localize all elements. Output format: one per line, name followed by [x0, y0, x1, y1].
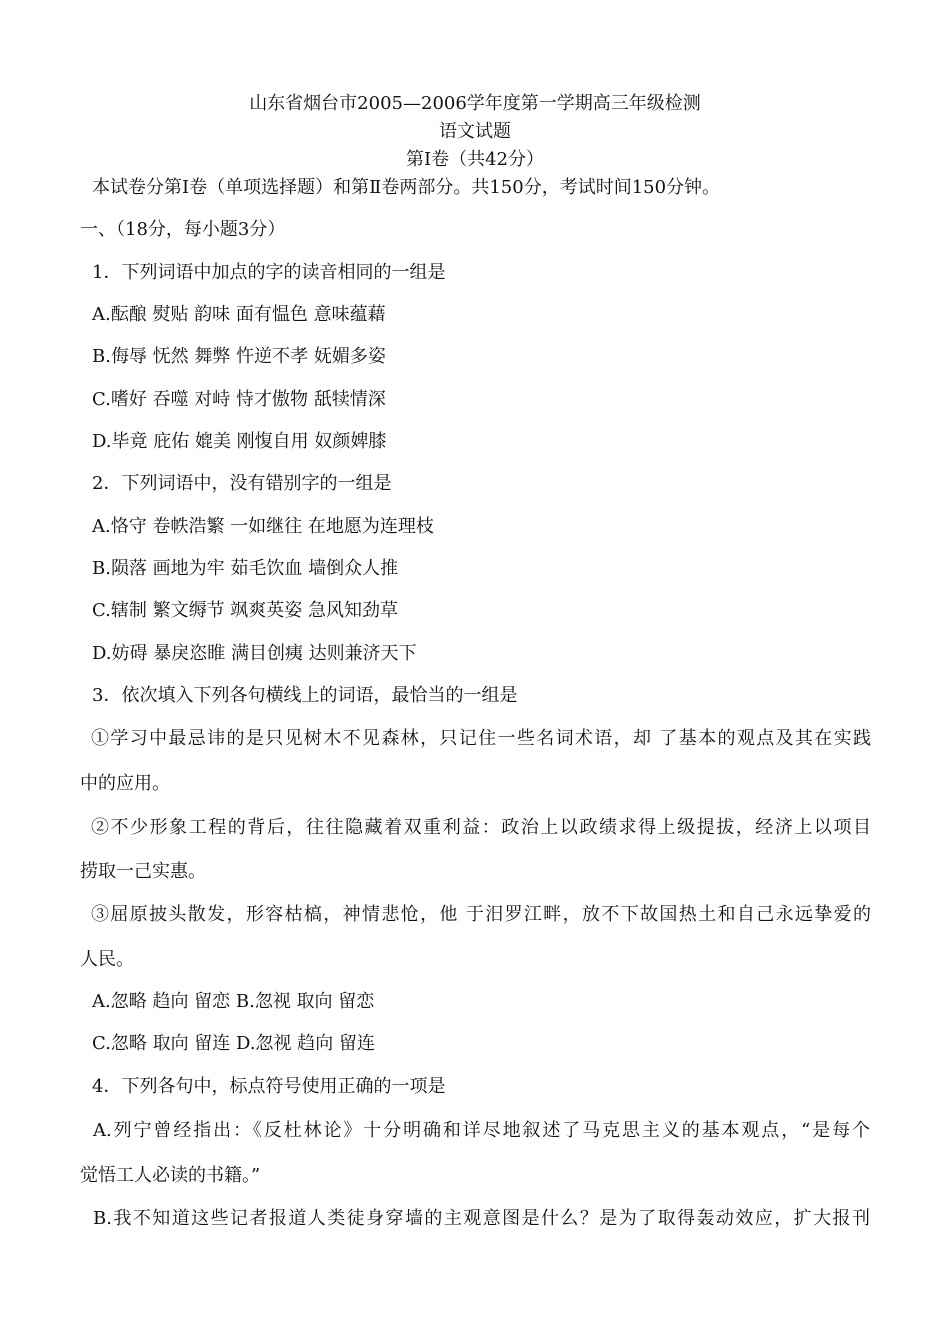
question-3-option-ab: A.忽略 趋向 留恋 B.忽视 取向 留恋: [92, 991, 375, 1012]
question-3-item-2-cont: 捞取一己实惠。: [80, 861, 206, 882]
question-2-option-d: D.妨碍 暴戾恣睢 满目创痍 达则兼济天下: [92, 643, 417, 664]
question-2-option-c: C.辖制 繁文缛节 飒爽英姿 急风知劲草: [92, 600, 399, 621]
question-3-option-cd: C.忽略 取向 留连 D.忽视 趋向 留连: [92, 1033, 375, 1054]
exam-intro: 本试卷分第Ⅰ卷（单项选择题）和第Ⅱ卷两部分。共150分，考试时间150分钟。: [92, 177, 721, 198]
question-1-option-b: B.侮辱 怃然 舞弊 忤逆不孝 妩媚多姿: [92, 346, 386, 367]
document-subject: 语文试题: [439, 121, 511, 142]
document-title: 山东省烟台市2005—2006学年度第一学期高三年级检测: [249, 93, 701, 114]
question-1-stem: 1．下列词语中加点的字的读音相同的一组是: [92, 262, 446, 283]
question-1-option-a: A.酝酿 熨贴 韵味 面有愠色 意味蕴藉: [92, 304, 386, 325]
question-4-option-a-cont: 觉悟工人必读的书籍。”: [80, 1165, 261, 1186]
question-4-option-b: B.我不知道这些记者报道人类徒身穿墙的主观意图是什么？是为了取得轰动效应，扩大报刊: [93, 1208, 870, 1229]
question-3-item-2: ②不少形象工程的背后，往往隐藏着双重利益：政治上以政绩求得上级提拔，经济上以项目: [91, 817, 871, 838]
question-1-option-d: D.毕竟 庇佑 媲美 刚愎自用 奴颜婢膝: [92, 431, 387, 452]
question-4-option-a: A.列宁曾经指出：《反杜林论》十分明确和详尽地叙述了马克思主义的基本观点，“是每个: [93, 1120, 870, 1141]
question-3-stem: 3．依次填入下列各句横线上的词语，最恰当的一组是: [92, 685, 518, 706]
question-2-option-a: A.恪守 卷帙浩繁 一如继往 在地愿为连理枝: [92, 516, 434, 537]
question-1-option-c: C.嗜好 吞噬 对峙 恃才傲物 舐犊情深: [92, 389, 386, 410]
question-4-stem: 4．下列各句中，标点符号使用正确的一项是: [92, 1076, 446, 1097]
question-3-item-3: ③屈原披头散发，形容枯槁，神情悲怆，他 于汨罗江畔，放不下故国热土和自己永远挚爱的: [91, 904, 871, 925]
question-2-option-b: B.陨落 画地为牢 茹毛饮血 墙倒众人推: [92, 558, 399, 579]
section-heading: 一、（18分，每小题3分）: [80, 219, 286, 240]
volume-heading: 第Ⅰ卷（共42分）: [405, 149, 544, 170]
question-3-item-3-cont: 人民。: [80, 949, 134, 970]
question-3-item-1: ①学习中最忌讳的是只见树木不见森林，只记住一些名词术语，却 了基本的观点及其在实践: [91, 728, 871, 749]
question-3-item-1-cont: 中的应用。: [80, 773, 170, 794]
question-2-stem: 2．下列词语中，没有错别字的一组是: [92, 473, 392, 494]
